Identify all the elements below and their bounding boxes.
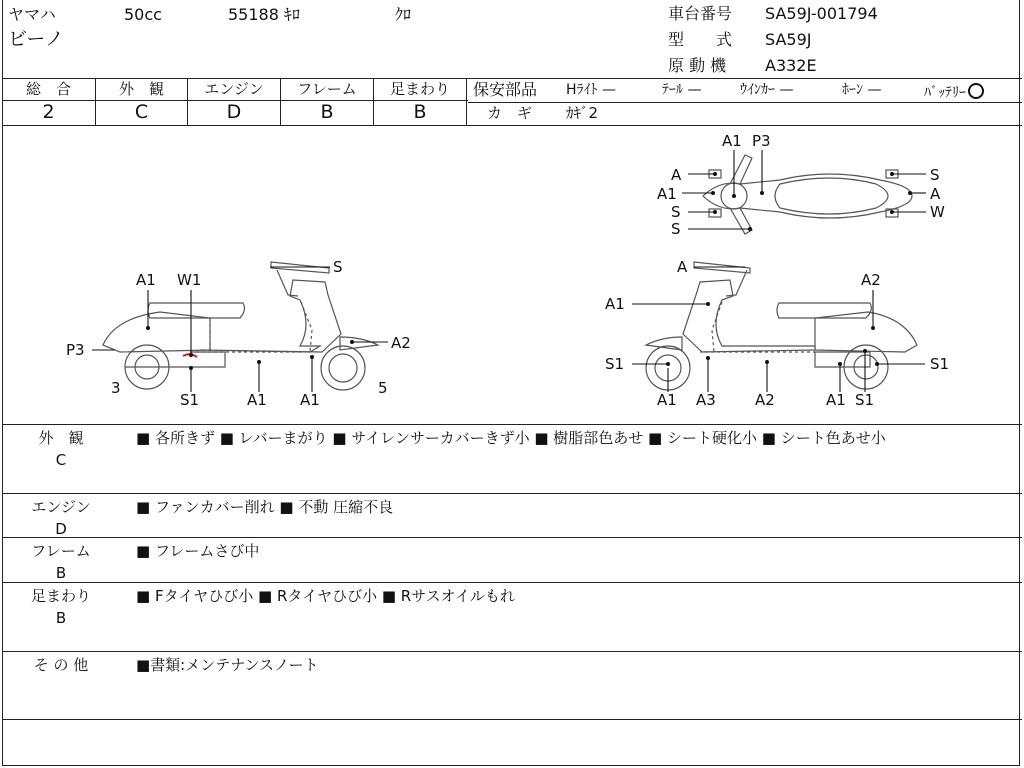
- diagram-label: S1: [605, 355, 625, 373]
- frame-no-value: SA59J-001794: [765, 4, 878, 23]
- diagram-label: A2: [755, 391, 775, 409]
- section-text: ■ Fタイヤひび小 ■ Rタイヤひび小 ■ Rサスオイルもれ: [136, 587, 515, 605]
- diagram-label: A1: [722, 132, 742, 150]
- safety-horn: ﾎｰﾝ —: [842, 82, 882, 98]
- diagram-label: S: [930, 166, 940, 184]
- diagram-label: A: [671, 166, 682, 184]
- diagram-label: 3: [111, 379, 121, 397]
- grid-line: [2, 582, 1022, 583]
- grade-label-engine: エンジン: [204, 80, 264, 98]
- grade-label-suspension: 足まわり: [389, 80, 450, 98]
- safety-battery: ﾊﾞｯﾃﾘｰ: [924, 83, 984, 100]
- engine-label: 原 動 機: [668, 56, 727, 75]
- grade-value-exterior: C: [134, 101, 149, 123]
- diagram-label: A1: [247, 391, 267, 409]
- grid-line: [468, 102, 1022, 103]
- diagram-label: A1: [605, 295, 625, 313]
- damage-diagram: [0, 126, 1024, 424]
- section-label: 外 観 C: [38, 429, 84, 469]
- diagram-label: A1: [657, 391, 677, 409]
- color-text: ｸﾛ: [395, 5, 412, 24]
- grid-line: [2, 651, 1022, 652]
- grade-label-frame: フレーム: [297, 80, 357, 98]
- grade-label-overall: 総 合: [25, 80, 71, 98]
- type-value: SA59J: [765, 30, 812, 49]
- displacement-text: 50cc: [124, 5, 162, 24]
- maker-text: ヤマハ: [8, 5, 56, 24]
- safety-tail: ﾃｰﾙ —: [662, 82, 702, 98]
- diagram-label: P3: [752, 132, 771, 150]
- engine-value: A332E: [765, 56, 817, 75]
- grid-line: [2, 537, 1022, 538]
- section-label: フレーム B: [31, 542, 91, 582]
- diagram-label: S: [671, 220, 681, 238]
- section-text: ■ 各所きず ■ レバーまがり ■ サイレンサーカバーきず小 ■ 樹脂部色あせ ■ シート硬化小 ■ シート色あせ小: [136, 429, 886, 447]
- diagram-label: A1: [826, 391, 846, 409]
- diagram-label: A2: [861, 271, 881, 289]
- model-name: ビーノ: [8, 28, 64, 50]
- section-text: ■ ファンカバー削れ ■ 不動 圧縮不良: [136, 498, 394, 516]
- diagram-label: A1: [300, 391, 320, 409]
- diagram-label: A1: [657, 185, 677, 203]
- safety-headlight: Hﾗｲﾄ —: [566, 82, 616, 98]
- ok-circle-icon: [968, 83, 984, 99]
- grade-value-overall: 2: [42, 101, 55, 123]
- section-label: エンジン D: [31, 498, 91, 538]
- grid-line: [466, 78, 467, 125]
- grid-line: [2, 78, 1022, 79]
- key-label: カ ギ: [487, 104, 533, 122]
- key-value: ｶｷﾞ2: [566, 104, 599, 122]
- section-label: そ の 他: [33, 656, 89, 674]
- section-text: ■ フレームさび中: [136, 542, 260, 560]
- section-label: 足まわり B: [30, 587, 91, 627]
- frame-no-label: 車台番号: [668, 4, 733, 23]
- diagram-label: S: [333, 258, 343, 276]
- diagram-label: S1: [855, 391, 875, 409]
- grid-line: [2, 424, 1022, 425]
- diagram-label: A1: [136, 271, 156, 289]
- diagram-label: A3: [696, 391, 716, 409]
- diagram-label: P3: [66, 341, 85, 359]
- diagram-label: S1: [930, 355, 950, 373]
- mileage-text: 55188 ｷﾛ: [228, 5, 300, 24]
- grade-value-engine: D: [226, 101, 242, 123]
- grade-value-suspension: B: [413, 101, 427, 123]
- diagram-label: S: [671, 203, 681, 221]
- grid-line: [2, 493, 1022, 494]
- diagram-label: A: [930, 185, 941, 203]
- diagram-label: W: [930, 203, 945, 221]
- diagram-label: W1: [177, 271, 202, 289]
- safety-winker: ｳｲﾝｶｰ —: [740, 82, 794, 98]
- grid-line: [2, 719, 1022, 720]
- diagram-label: A: [677, 258, 688, 276]
- safety-title: 保安部品: [473, 80, 538, 99]
- type-label: 型 式: [668, 30, 733, 49]
- diagram-label: A2: [391, 334, 411, 352]
- section-text: ■書類:メンテナンスノート: [136, 656, 319, 674]
- diagram-label: S1: [180, 391, 200, 409]
- grade-value-frame: B: [320, 101, 334, 123]
- diagram-label: 5: [378, 379, 388, 397]
- grade-label-exterior: 外 観: [118, 80, 164, 98]
